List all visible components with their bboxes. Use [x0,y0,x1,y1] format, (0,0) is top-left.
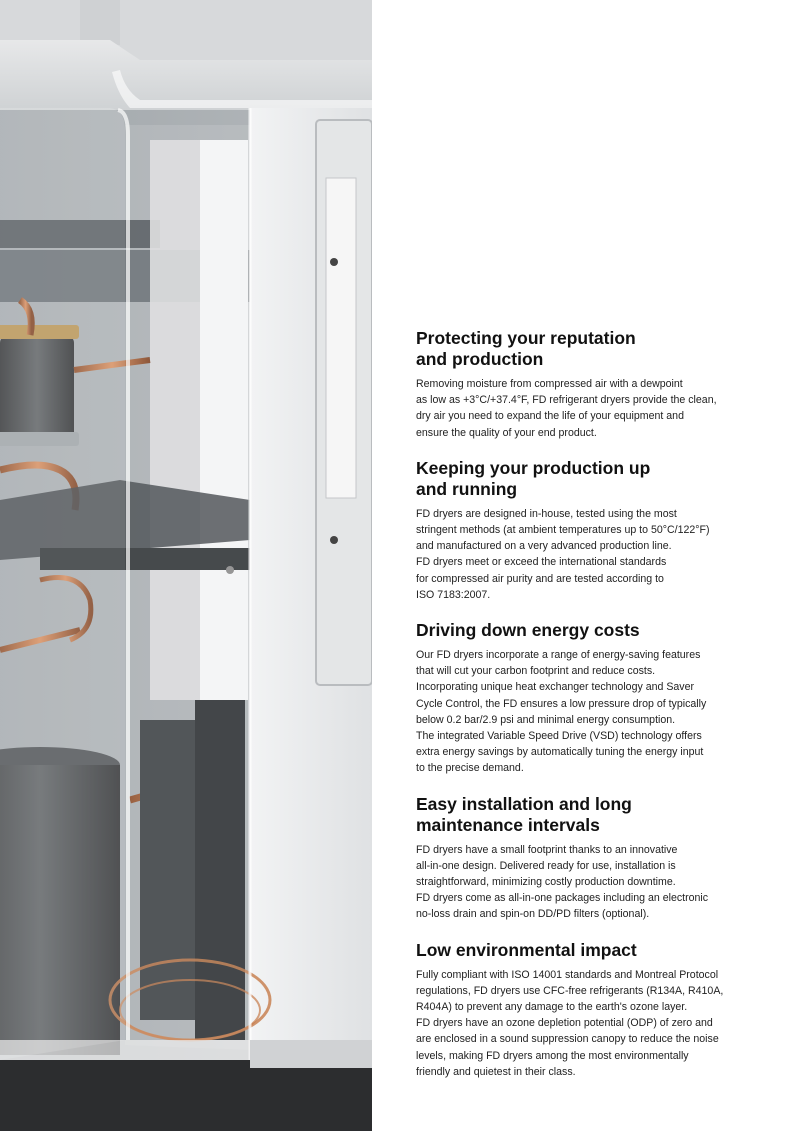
section-body: FD dryers have a small footprint thanks to an innovative all-in-one design. Delivered ready for use, installation is straightforward, minimizing costly production downtime. FD dryers come as all-in-one packages including an electronic no-loss drain and spin-on DD/PD filters (optional). [416,843,709,921]
section-heading: Protecting your reputation and production [416,328,636,369]
feature-text-column [416,328,756,1097]
section-heading: Easy installation and long maintenance intervals [416,793,632,835]
product-photo [0,0,372,1131]
section-environment [416,940,756,1080]
section-installation [416,794,756,923]
section-body: Our FD dryers incorporate a range of energy-saving features that will cut your carbon footprint and reduce costs. Incorporating unique heat exchanger technology and Saver Cycle Control, the FD ensures a low pressure drop of typically below 0.2 bar/2.9 psi and minimal energy consumption. The integrated Variable Speed Drive (VSD) technology offers extra energy savings by automatically tuning the energy input to the precise demand. [416,649,707,775]
section-heading: Driving down energy costs [416,620,640,641]
section-heading: Keeping your production up and running [416,457,651,499]
section-body: Fully compliant with ISO 14001 standards and Montreal Protocol regulations, FD dryers use CFC-free refrigerants (R134A, R410A, R404A) to prevent any damage to the earth's ozone layer. FD dryers have an ozone depletion potential (ODP) of zero and are enclosed in a sound suppression canopy to reduce the noise levels, making FD dryers among the most environmentally friendly and quietest in their class. [416,968,724,1078]
section-production [416,458,756,603]
section-reputation [416,328,756,441]
section-energy [416,620,756,777]
section-body: Removing moisture from compressed air with a dewpoint as low as +3°C/+37.4°F, FD refrigerant dryers provide the clean, dry air you need to expand the life of your equipment and ensure the quality of your end product. [416,378,717,439]
section-heading: Low environmental impact [416,939,637,960]
section-body: FD dryers are designed in-house, tested using the most stringent methods (at ambient temperatures up to 50°C/122°F) and manufactured on a very advanced production line. FD dryers meet or exceed the international standards for compressed air purity and are tested according to ISO 7183:2007. [416,507,710,601]
dryer-illustration [0,0,372,1131]
